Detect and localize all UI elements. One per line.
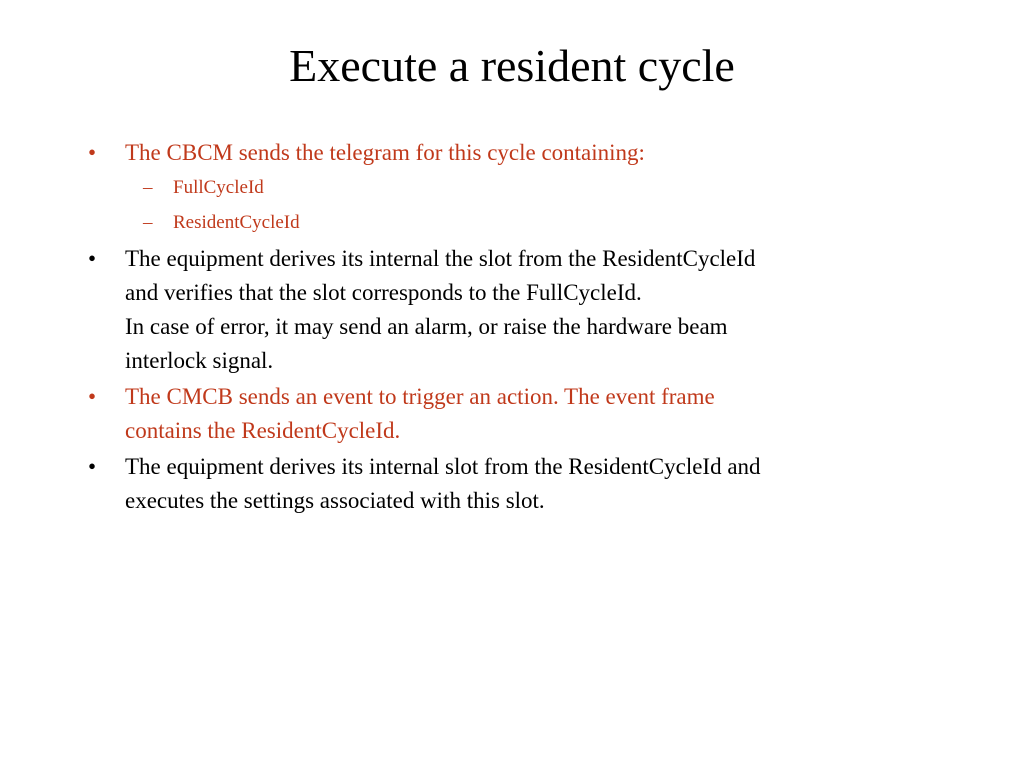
bullet-text-line: In case of error, it may send an alarm, or raise the hardware beam: [125, 314, 728, 339]
sub-bullet-list: [125, 170, 928, 240]
bullet-text-line: executes the settings associated with this slot.: [125, 488, 545, 513]
bullet-item: [88, 380, 928, 448]
bullet-text-line: The CMCB sends an event to trigger an action. The event frame: [125, 384, 715, 409]
bullet-list: [88, 136, 928, 520]
sub-bullet-item: [125, 170, 928, 205]
bullet-text-line: and verifies that the slot corresponds to the FullCycleId.: [125, 280, 642, 305]
bullet-marker: •: [88, 246, 97, 271]
sub-bullet-item: [125, 205, 928, 240]
bullet-marker: •: [88, 140, 97, 165]
bullet-text-line: The equipment derives its internal the slot from the ResidentCycleId: [125, 246, 756, 271]
bullet-marker: •: [88, 454, 97, 479]
bullet-item: [88, 450, 928, 518]
sub-bullet-text: ResidentCycleId: [173, 212, 300, 233]
sub-bullet-marker: –: [143, 212, 153, 233]
bullet-text-line: contains the ResidentCycleId.: [125, 418, 401, 443]
bullet-text: The CBCM sends the telegram for this cycle containing:: [125, 140, 645, 165]
bullet-marker: •: [88, 384, 97, 409]
bullet-text-line: The equipment derives its internal slot from the ResidentCycleId and: [125, 454, 761, 479]
bullet-item: [88, 242, 928, 378]
sub-bullet-marker: –: [143, 177, 153, 198]
bullet-item: [88, 136, 928, 240]
sub-bullet-text: FullCycleId: [173, 177, 264, 198]
slide-title: Execute a resident cycle: [289, 40, 735, 91]
bullet-text-line: interlock signal.: [125, 348, 274, 373]
